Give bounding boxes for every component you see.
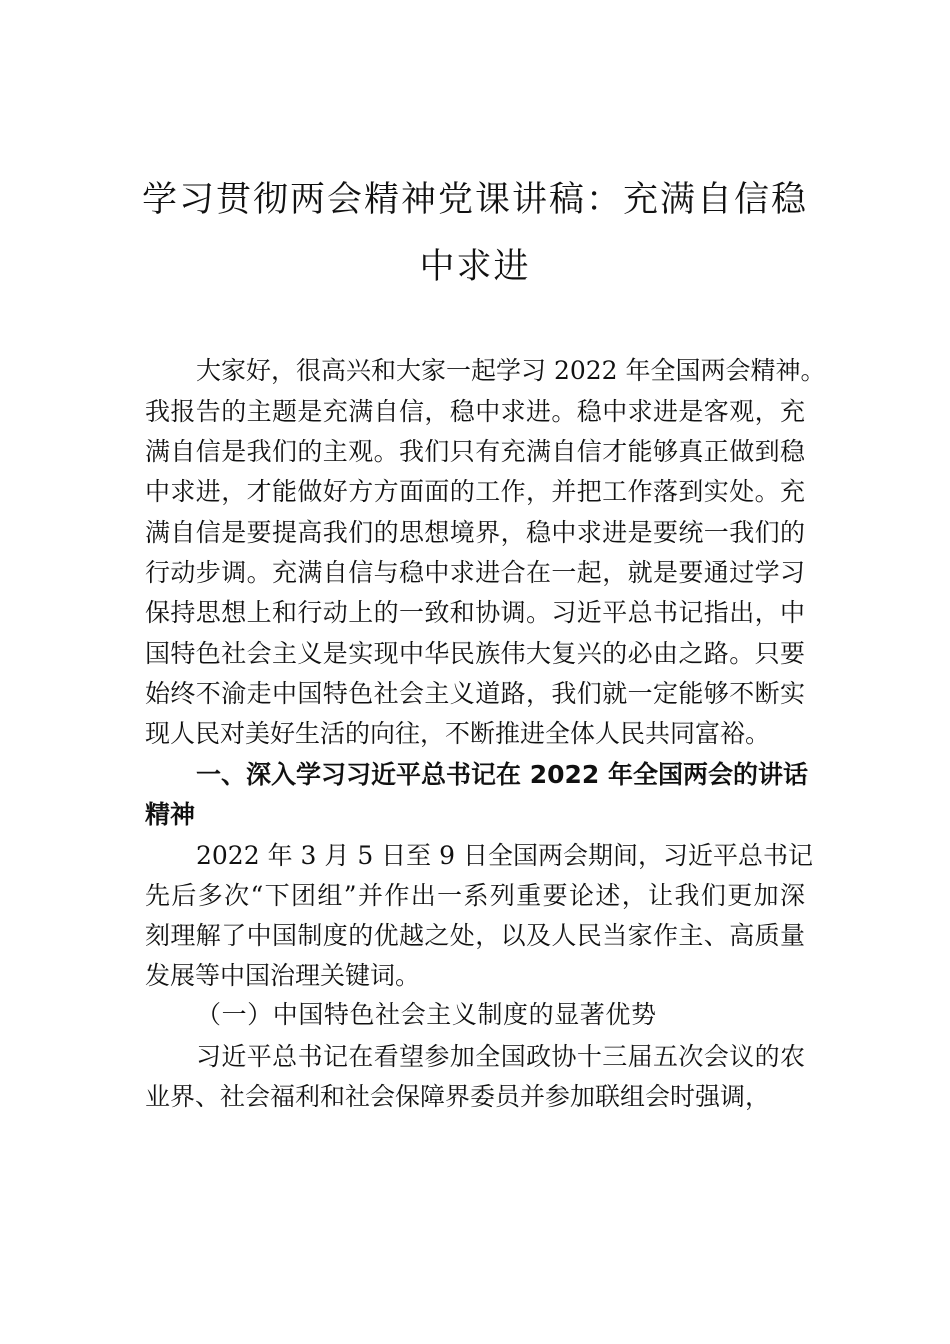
paragraph-2-line-4: 发展等中国治理关键词。 bbox=[145, 961, 421, 990]
paragraph-1-line-6: 行动步调。充满自信与稳中求进合在一起，就是要通过学习 bbox=[145, 558, 805, 587]
paragraph-3-line-1: 习近平总书记在看望参加全国政协十三届五次会议的农 bbox=[196, 1042, 805, 1071]
paragraph-1-line-4: 中求进，才能做好方方面面的工作，并把工作落到实处。充 bbox=[145, 477, 805, 506]
paragraph-3-line-2: 业界、社会福利和社会保障界委员并参加联组会时强调， bbox=[145, 1082, 771, 1111]
paragraph-2-line-2: 先后多次“下团组”并作出一系列重要论述，让我们更加深 bbox=[145, 881, 805, 910]
paragraph-2-line-1: 2022 年 3 月 5 日至 9 日全国两会期间，习近平总书记 bbox=[196, 841, 813, 870]
paragraph-1-line-8: 国特色社会主义是实现中华民族伟大复兴的必由之路。只要 bbox=[145, 639, 805, 668]
paragraph-2-line-3: 刻理解了中国制度的优越之处，以及人民当家作主、高质量 bbox=[145, 921, 805, 950]
paragraph-1-line-1: 大家好，很高兴和大家一起学习 2022 年全国两会精神。 bbox=[196, 356, 826, 385]
subheading-1: （一）中国特色社会主义制度的显著优势 bbox=[196, 1000, 656, 1029]
section-heading-1-line-2: 精神 bbox=[145, 800, 196, 829]
document-title-line-1: 学习贯彻两会精神党课讲稿：充满自信稳 bbox=[141, 180, 808, 220]
section-heading-1-line-1: 一、深入学习习近平总书记在 2022 年全国两会的讲话 bbox=[196, 760, 808, 789]
paragraph-1-line-5: 满自信是要提高我们的思想境界，稳中求进是要统一我们的 bbox=[145, 518, 805, 547]
paragraph-1-line-7: 保持思想上和行动上的一致和协调。习近平总书记指出，中 bbox=[145, 598, 805, 627]
paragraph-1-line-9: 始终不渝走中国特色社会主义道路，我们就一定能够不断实 bbox=[145, 679, 805, 708]
document-title-line-2: 中求进 bbox=[419, 247, 531, 287]
paragraph-1-line-3: 满自信是我们的主观。我们只有充满自信才能够真正做到稳 bbox=[145, 437, 805, 466]
paragraph-1-line-10: 现人民对美好生活的向往，不断推进全体人民共同富裕。 bbox=[145, 719, 771, 748]
paragraph-1-line-2: 我报告的主题是充满自信，稳中求进。稳中求进是客观，充 bbox=[145, 397, 805, 426]
